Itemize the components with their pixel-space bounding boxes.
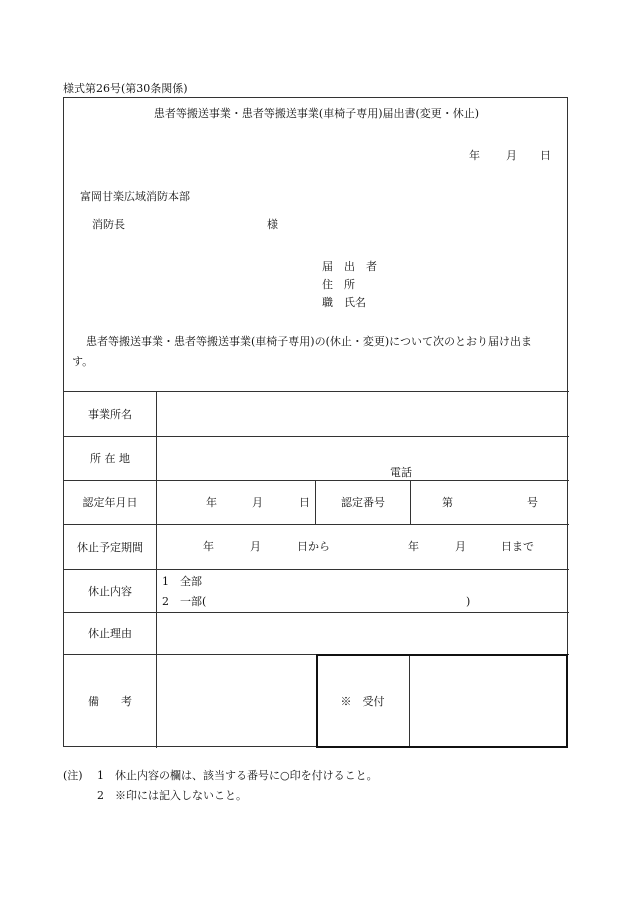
- form-number: 様式第26号(第30条関係): [63, 82, 188, 95]
- receipt-label: ※ 受付: [340, 695, 385, 708]
- cert-day: 日: [299, 496, 310, 509]
- note-item-1: 1 休止内容の欄は、該当する番号に○印を付けること。: [97, 769, 378, 782]
- period-month-2: 月: [455, 540, 466, 553]
- addressee-sama: 様: [267, 218, 278, 231]
- date-year: 年: [469, 149, 480, 162]
- content-option-1: 1 全部: [162, 575, 202, 588]
- form-title: 患者等搬送事業・患者等搬送事業(車椅子専用)届出書(変更・休止): [153, 107, 480, 120]
- cert-date-label: 認定年月日: [82, 496, 138, 509]
- content-option-2: 2 一部(: [162, 595, 207, 608]
- office-name-label: 事業所名: [88, 407, 132, 421]
- suspension-period-label: 休止予定期間: [77, 540, 143, 554]
- period-until: 日まで: [501, 540, 534, 553]
- applicant-name-label: 職 氏名: [322, 296, 366, 309]
- remarks-field[interactable]: [157, 655, 315, 747]
- date-day: 日: [540, 149, 551, 162]
- period-year-1: 年: [203, 540, 214, 553]
- remarks-label: 備 考: [88, 695, 132, 708]
- applicant-label: 届 出 者: [322, 260, 377, 273]
- suspension-reason-field[interactable]: [157, 613, 568, 653]
- statement-line-1: 患者等搬送事業・患者等搬送事業(車椅子専用)の(休止・変更)について次のとおり届け出ま: [86, 335, 532, 348]
- applicant-address-label: 住 所: [322, 278, 355, 291]
- period-month-1: 月: [250, 540, 261, 553]
- address-label: 所 在 地: [90, 452, 130, 465]
- suspension-reason-label: 休止理由: [88, 627, 132, 640]
- note-item-2: 2 ※印には記入しないこと。: [97, 789, 247, 802]
- date-month: 月: [506, 149, 517, 162]
- form-frame: [63, 97, 568, 747]
- cert-no-dai: 第: [442, 496, 453, 509]
- address-field[interactable]: [157, 437, 568, 479]
- statement-line-2: す。: [72, 355, 94, 368]
- suspension-content-label: 休止内容: [88, 584, 132, 598]
- addressee-chief: 消防長: [92, 218, 125, 231]
- period-year-2: 年: [408, 540, 419, 553]
- cert-year: 年: [206, 496, 217, 509]
- notes-prefix: (注): [63, 769, 83, 782]
- content-close-paren: ): [466, 595, 471, 608]
- office-name-field[interactable]: [157, 392, 568, 435]
- cert-no-go: 号: [527, 496, 538, 509]
- addressee-org: 富岡甘楽広域消防本部: [80, 190, 190, 203]
- cert-month: 月: [252, 496, 263, 509]
- phone-label: 電話: [390, 466, 412, 479]
- period-from: 日から: [297, 540, 330, 553]
- cert-number-label: 認定番号: [341, 496, 385, 509]
